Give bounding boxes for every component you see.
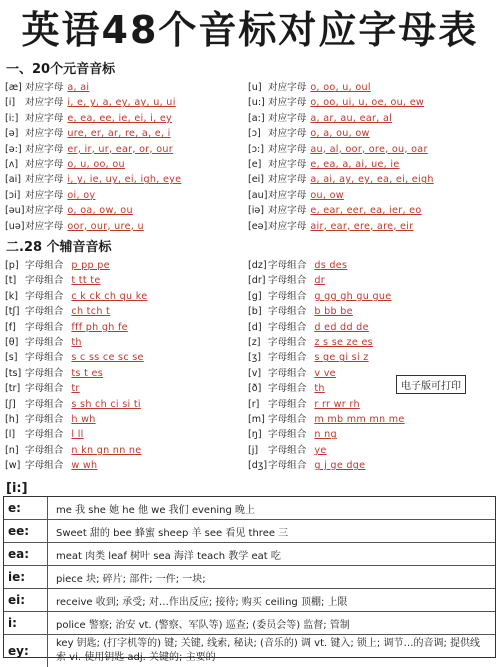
row-label: 字母组合 [268,336,307,348]
letter-examples: au, al, oor, ore, ou, oar [310,143,428,155]
letter-examples: i, e, y, a, ey, ay, u, ui [67,97,176,109]
phoneme-row [5,443,245,458]
row-label: 对应字母 [25,174,64,186]
row-label: 对应字母 [25,112,64,124]
row-label: 对应字母 [268,112,307,124]
row-label: 对应字母 [268,158,307,170]
phoneme-row [248,304,498,319]
phoneme-row [5,335,245,350]
phoneme-row [5,427,245,442]
phoneme-symbol: [b] [248,306,262,318]
letter-examples: b bb be [314,306,353,318]
phoneme-symbol: [dʒ] [248,460,268,472]
phoneme-row [248,111,498,126]
phoneme-row [248,320,498,335]
phoneme-symbol: [f] [5,321,16,333]
phoneme-row [5,80,245,95]
row-label: 对应字母 [268,205,307,217]
phoneme-row [5,95,245,110]
letter-examples: d ed dd de [314,321,369,333]
letter-examples: air, ear, ere, are, eir [310,220,414,232]
row-label: 字母组合 [268,429,307,441]
i-phoneme-heading: [i:] [6,481,28,496]
letter-examples: n kn gn nn ne [71,444,142,456]
phoneme-symbol: [ɔ] [248,128,261,140]
row-label: 对应字母 [25,158,64,170]
example-words: Sweet 甜的 bee 蜂蜜 sheep 羊 see 看见 three 三 [56,527,289,539]
phoneme-symbol: [tʃ] [5,306,20,318]
consonant-list-right [248,258,498,473]
phoneme-row [5,157,245,172]
example-words: receive 收到; 承受; 对…作出反应; 接待; 购买 ceiling 顶棚; 上限 [56,596,348,608]
letter-examples: c k ck ch qu ke [71,290,148,302]
phoneme-symbol: [ð] [248,383,262,395]
example-words: key 钥匙; (打字机等的) 键; 关键, 线索, 秘诀; (音乐的) 调 vt. 键入; 锁上; 调节…的音调; 提供线索 vi. 使用钥匙 adj. 关键的; 主要的 [56,638,481,663]
letter-examples: m mb mm mn me [314,413,405,425]
letter-examples: w wh [71,460,98,472]
phoneme-symbol: [ʒ] [248,352,262,364]
phoneme-row [248,126,498,141]
phoneme-symbol: [k] [5,290,19,302]
phoneme-symbol: [u:] [248,97,265,109]
phoneme-symbol: [n] [5,444,19,456]
row-label: 字母组合 [25,429,64,441]
page-title: 英语48个音标对应字母表 [21,8,479,52]
row-label: 对应字母 [25,220,64,232]
row-label: 字母组合 [25,398,64,410]
letter-examples: ou, ow [310,189,344,201]
phoneme-row [5,412,245,427]
letter-examples: oi, oy [67,189,96,201]
phoneme-symbol: [ə] [5,128,19,140]
phoneme-symbol: [p] [5,260,19,271]
row-label: 对应字母 [25,97,64,109]
letter-examples: n ng [314,429,337,441]
phoneme-row [248,188,498,203]
phoneme-row [248,203,498,218]
printable-stamp: 电子版可打印 [396,375,466,394]
phoneme-symbol: [e] [248,158,262,170]
phoneme-symbol: [g] [248,290,262,302]
phoneme-symbol: [ɔi] [5,189,21,201]
row-label: 字母组合 [25,336,64,348]
phoneme-symbol: [j] [248,444,259,456]
phoneme-row [5,381,245,396]
phoneme-symbol: [dr] [248,275,266,287]
row-label: 字母组合 [25,321,64,333]
letter-examples: s c ss ce sc se [71,352,144,364]
letter-examples: e, ea, a, ai, ue, ie [310,158,400,170]
phoneme-row [248,412,498,427]
row-label: 字母组合 [25,290,64,302]
vowel-list-left [5,80,245,234]
letter-examples: o, u, oo, ou [67,158,125,170]
letter-examples: e, ea, ee, ie, ei, i, ey [67,112,173,124]
phoneme-symbol: [i] [5,97,16,109]
row-label: 字母组合 [268,352,307,364]
table-row [4,566,495,589]
phoneme-row [248,273,498,288]
letter-examples: fff ph gh fe [71,321,128,333]
phoneme-row [5,172,245,187]
spelling-key: i: [4,612,48,634]
letter-examples: dr [314,275,326,287]
phoneme-symbol: [w] [5,460,21,472]
phoneme-row [248,289,498,304]
row-label: 字母组合 [25,352,64,364]
row-label: 对应字母 [25,128,64,140]
example-words: police 警察; 治安 vt. (警察、军队等) 巡查; (委员会等) 监督; 管制 [56,619,350,631]
phoneme-row [5,289,245,304]
letter-examples: p pp pe [71,260,110,271]
consonant-list-left [5,258,245,473]
spelling-key: ei: [4,589,48,611]
row-label: 字母组合 [268,444,307,456]
phoneme-row [5,203,245,218]
spelling-key: ee: [4,520,48,542]
letter-examples: th [71,336,82,348]
letter-examples: i, y, ie, uy, ei, igh, eye [67,174,182,186]
phoneme-symbol: [ei] [248,174,265,186]
row-label: 字母组合 [25,444,64,456]
row-label: 对应字母 [25,82,64,93]
phoneme-row [5,366,245,381]
row-label: 对应字母 [268,128,307,140]
letter-examples: ye [314,444,327,456]
phoneme-row [5,219,245,234]
letter-examples: s sh ch ci si ti [71,398,141,410]
letter-examples: r rr wr rh [314,398,360,410]
phoneme-row [5,258,245,273]
spelling-key: ea: [4,543,48,565]
letter-examples: ch tch t [71,306,111,318]
row-label: 对应字母 [268,143,307,155]
letter-examples: tr [71,383,80,395]
row-label: 字母组合 [25,383,64,395]
phoneme-row [248,95,498,110]
letter-examples: ts t es [71,367,103,379]
phoneme-row [248,219,498,234]
phoneme-row [5,111,245,126]
letter-examples: o, oa, ow, ou [67,205,133,217]
phoneme-row [5,126,245,141]
spelling-key: e: [4,497,48,519]
letter-examples: a, ai, ay, ey, ea, ei, eigh [310,174,434,186]
spelling-key: ey: [4,635,48,667]
letter-examples: o, oo, u, oul [310,82,371,93]
phoneme-symbol: [l] [5,429,16,441]
row-label: 字母组合 [25,260,64,271]
phoneme-symbol: [ʌ] [5,158,19,170]
i-phoneme-table [3,496,496,663]
phoneme-row [248,458,498,473]
example-words: piece 块; 碎片; 部件; 一件; 一块; [56,573,206,585]
phoneme-symbol: [ʃ] [5,398,16,410]
phoneme-symbol: [ts] [5,367,22,379]
table-row [4,612,495,635]
phoneme-row [5,142,245,157]
letter-examples: th [314,383,325,395]
letter-examples: h wh [71,413,96,425]
phoneme-symbol: [v] [248,367,262,379]
letter-examples: v ve [314,367,336,379]
phoneme-row [5,320,245,335]
phoneme-symbol: [iə] [248,205,265,217]
vowel-section-heading: 一、20个元音音标 [6,62,116,77]
example-words: meat 肉类 leaf 树叶 sea 海洋 teach 教学 eat 吃 [56,550,281,562]
row-label: 字母组合 [268,321,307,333]
letter-examples: ure, er, ar, re, a, e, i [67,128,171,140]
table-row [4,589,495,612]
letter-examples: ds des [314,260,348,271]
letter-examples: g gg gh gu gue [314,290,392,302]
phoneme-row [248,443,498,458]
phoneme-symbol: [tr] [5,383,21,395]
phoneme-row [5,458,245,473]
letter-examples: t tt te [71,275,101,287]
phoneme-symbol: [ai] [5,174,22,186]
table-row [4,543,495,566]
phoneme-row [5,397,245,412]
letter-examples: er, ir, ur, ear, or, our [67,143,173,155]
letter-examples: o, oo, ui, u, oe, ou, ew [310,97,425,109]
row-label: 字母组合 [25,413,64,425]
row-label: 字母组合 [268,306,307,318]
row-label: 对应字母 [268,82,307,93]
letter-examples: a, ar, au, ear, al [310,112,393,124]
phoneme-symbol: [ŋ] [248,429,262,441]
row-label: 字母组合 [25,367,64,379]
example-words: me 我 she 她 he 他 we 我们 evening 晚上 [56,504,256,516]
phoneme-symbol: [dz] [248,260,267,271]
letter-examples: s ge gi si z [314,352,369,364]
phoneme-row [248,172,498,187]
phoneme-symbol: [r] [248,398,260,410]
phoneme-symbol: [u] [248,82,262,93]
phoneme-row [248,350,498,365]
row-label: 对应字母 [268,220,307,232]
row-label: 字母组合 [268,290,307,302]
row-label: 对应字母 [25,143,64,155]
phoneme-row [248,80,498,95]
phoneme-symbol: [ɔ:] [248,143,264,155]
phoneme-symbol: [d] [248,321,262,333]
row-label: 字母组合 [268,383,307,395]
consonant-section-heading: 二.28 个辅音音标 [6,240,112,255]
phoneme-symbol: [z] [248,336,261,348]
phoneme-row [248,142,498,157]
vowel-list-right [248,80,498,234]
spelling-key: ie: [4,566,48,588]
phoneme-symbol: [θ] [5,336,19,348]
row-label: 对应字母 [268,174,307,186]
phoneme-row [5,304,245,319]
phoneme-symbol: [s] [5,352,18,364]
phoneme-symbol: [h] [5,413,19,425]
phoneme-symbol: [əu] [5,205,25,217]
phoneme-symbol: [m] [248,413,265,425]
phoneme-symbol: [eə] [248,220,268,232]
phoneme-row [248,427,498,442]
letter-examples: z s se ze es [314,336,373,348]
phoneme-symbol: [au] [248,189,268,201]
row-label: 字母组合 [268,460,307,472]
phoneme-symbol: [t] [5,275,17,287]
phoneme-row [248,335,498,350]
row-label: 字母组合 [268,398,307,410]
table-row [4,520,495,543]
letter-examples: a, ai [67,82,90,93]
phoneme-symbol: [ə:] [5,143,22,155]
letter-examples: o, a, ou, ow [310,128,370,140]
letter-examples: oor, our, ure, u [67,220,144,232]
row-label: 字母组合 [25,275,64,287]
row-label: 字母组合 [268,275,307,287]
row-label: 字母组合 [268,413,307,425]
row-label: 字母组合 [268,367,307,379]
phoneme-symbol: [uə] [5,220,25,232]
row-label: 字母组合 [268,260,307,271]
phoneme-row [248,258,498,273]
phoneme-row [5,350,245,365]
table-row [4,497,495,520]
phoneme-row [5,273,245,288]
row-label: 字母组合 [25,460,64,472]
phoneme-symbol: [æ] [5,82,22,93]
letter-examples: e, ear, eer, ea, ier, eo [310,205,422,217]
letter-examples: l ll [71,429,84,441]
table-row [4,635,495,667]
phoneme-row [5,188,245,203]
row-label: 字母组合 [25,306,64,318]
row-label: 对应字母 [25,205,64,217]
row-label: 对应字母 [268,189,307,201]
phoneme-row [248,397,498,412]
phoneme-row [248,157,498,172]
phoneme-symbol: [a:] [248,112,265,124]
letter-examples: g j ge dge [314,460,366,472]
row-label: 对应字母 [25,189,64,201]
phoneme-symbol: [i:] [5,112,19,124]
row-label: 对应字母 [268,97,307,109]
